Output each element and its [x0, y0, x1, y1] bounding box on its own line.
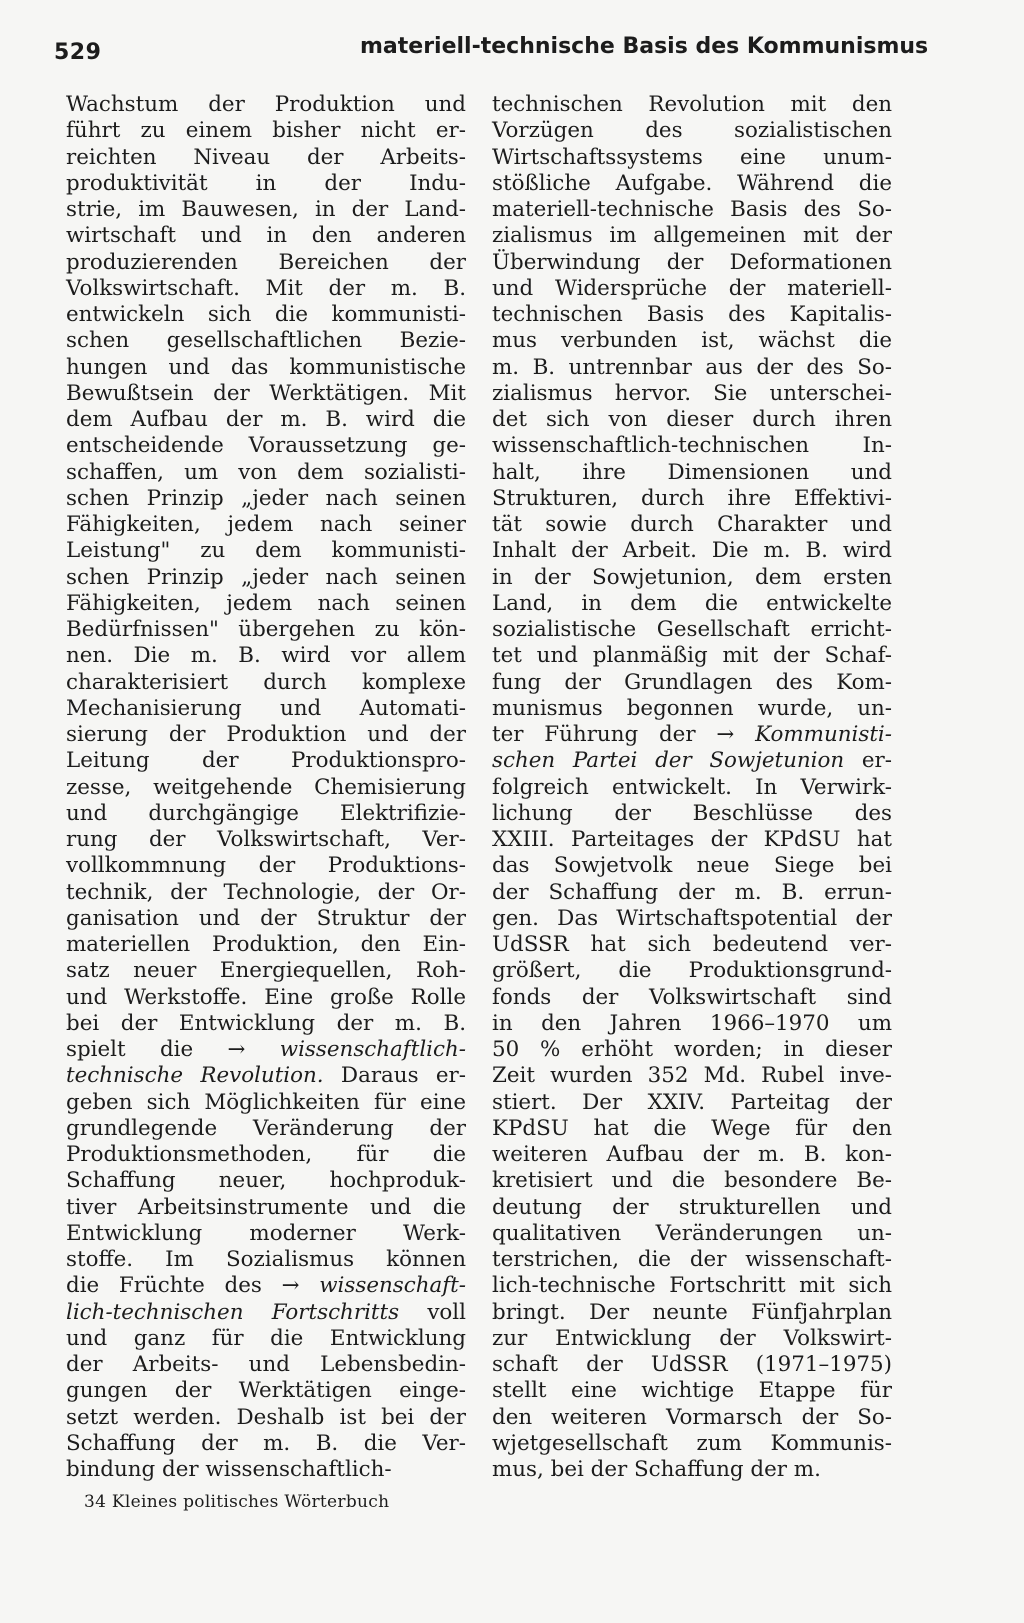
- text-line: und ganz für die Entwicklung: [66, 1325, 466, 1351]
- text-line: der Arbeits- und Lebensbedin-: [66, 1352, 466, 1377]
- text-line: die Früchte des → wissenschaft-: [66, 1273, 466, 1299]
- text-line: sierung der Produktion und der: [66, 722, 466, 747]
- text-line: XXIII. Parteitages der KPdSU hat: [492, 827, 892, 852]
- text-line: gungen der Werktätigen einge-: [66, 1378, 466, 1404]
- text-line: der Schaffung der m. B. errun-: [492, 879, 892, 905]
- text-line: terstrichen, die der wissenschaft-: [492, 1247, 892, 1272]
- text-line: stoffe. Im Sozialismus können: [66, 1247, 466, 1272]
- text-line: zur Entwicklung der Volkswirt-: [492, 1325, 892, 1351]
- text-line: bringt. Der neunte Fünfjahrplan: [492, 1299, 892, 1325]
- text-line: KPdSU hat die Wege für den: [492, 1115, 892, 1141]
- text-line: stiert. Der XXIV. Parteitag der: [492, 1089, 892, 1115]
- text-line: gen. Das Wirtschaftspotential der: [492, 905, 892, 931]
- text-line: satz neuer Energiequellen, Roh-: [66, 958, 466, 984]
- text-line: Wirtschaftssystems eine unum-: [492, 144, 892, 170]
- footer-signature: 34 Kleines politisches Wörterbuch: [84, 1492, 390, 1512]
- text-line: spielt die → wissenschaftlich-: [66, 1037, 466, 1062]
- text-line: Wachstum der Produktion und: [66, 92, 466, 117]
- text-line: grundlegende Veränderung der: [66, 1115, 466, 1141]
- text-line: produzierenden Bereichen der: [66, 249, 466, 275]
- text-line: wjetgesellschaft zum Kommunis-: [492, 1430, 892, 1456]
- text-line: schaft der UdSSR (1971–1975): [492, 1352, 892, 1377]
- text-line: Fähigkeiten, jedem nach seinen: [66, 590, 466, 616]
- text-line: Überwindung der Deformationen: [492, 249, 892, 275]
- text-line: fung der Grundlagen des Kom-: [492, 669, 892, 695]
- text-line: wissenschaftlich-technischen In-: [492, 433, 892, 459]
- text-line: kretisiert und die besondere Be-: [492, 1168, 892, 1194]
- text-line: dem Aufbau der m. B. wird die: [66, 407, 466, 432]
- text-line: den weiteren Vormarsch der So-: [492, 1404, 892, 1430]
- text-line: halt, ihre Dimensionen und: [492, 459, 892, 485]
- text-line: tät sowie durch Charakter und: [492, 512, 892, 537]
- text-line: schen Prinzip „jeder nach seinen: [66, 564, 466, 590]
- text-line: Strukturen, durch ihre Effektivi-: [492, 485, 892, 511]
- text-line: stößliche Aufgabe. Während die: [492, 170, 892, 196]
- text-line: produktivität in der Indu-: [66, 170, 466, 196]
- text-line: hungen und das kommunistische: [66, 354, 466, 380]
- text-line: Fähigkeiten, jedem nach seiner: [66, 512, 466, 537]
- text-line: vollkommnung der Produktions-: [66, 853, 466, 879]
- text-line: bei der Entwicklung der m. B.: [66, 1010, 466, 1036]
- text-line: m. B. untrennbar aus der des So-: [492, 354, 892, 380]
- text-line: tiver Arbeitsinstrumente und die: [66, 1194, 466, 1220]
- text-line: 50 % erhöht worden; in dieser: [492, 1037, 892, 1062]
- text-line: lich-technischen Fortschritts voll: [66, 1299, 466, 1325]
- text-column-right: [492, 92, 892, 1483]
- text-line: Inhalt der Arbeit. Die m. B. wird: [492, 538, 892, 564]
- text-line: mus verbunden ist, wächst die: [492, 328, 892, 354]
- text-line: folgreich entwickelt. In Verwirk-: [492, 774, 892, 800]
- text-line: charakterisiert durch komplexe: [66, 669, 466, 695]
- text-line: UdSSR hat sich bedeutend ver-: [492, 932, 892, 957]
- text-line: Land, in dem die entwickelte: [492, 590, 892, 616]
- text-line: mus, bei der Schaffung der m.: [492, 1457, 821, 1482]
- text-line: Schaffung neuer, hochproduk-: [66, 1168, 466, 1194]
- text-line: ganisation und der Struktur der: [66, 905, 466, 931]
- text-line: sozialistische Gesellschaft erricht-: [492, 617, 892, 642]
- text-line: det sich von dieser durch ihren: [492, 407, 892, 432]
- running-head: materiell-technische Basis des Kommunismus: [360, 34, 929, 59]
- text-line: lich-technische Fortschritt mit sich: [492, 1273, 892, 1299]
- text-line: und Widersprüche der materiell-: [492, 275, 892, 301]
- text-line: Entwicklung moderner Werk-: [66, 1220, 466, 1246]
- text-line: technik, der Technologie, der Or-: [66, 879, 466, 905]
- text-line: ter Führung der → Kommunisti-: [492, 722, 892, 747]
- text-line: weiteren Aufbau der m. B. kon-: [492, 1142, 892, 1167]
- text-line: Bewußtsein der Werktätigen. Mit: [66, 380, 466, 406]
- text-line: fonds der Volkswirtschaft sind: [492, 984, 892, 1010]
- text-line: Volkswirtschaft. Mit der m. B.: [66, 275, 466, 301]
- text-line: technische Revolution. Daraus er-: [66, 1063, 466, 1089]
- text-line: bindung der wissenschaftlich-: [66, 1457, 392, 1482]
- text-line: geben sich Möglichkeiten für eine: [66, 1089, 466, 1115]
- text-column-left: [66, 92, 466, 1483]
- text-line: schen Partei der Sowjetunion er-: [492, 748, 892, 774]
- text-line: munismus begonnen wurde, un-: [492, 695, 892, 721]
- text-line: stellt eine wichtige Etappe für: [492, 1378, 892, 1404]
- text-line: zialismus hervor. Sie unterschei-: [492, 380, 892, 406]
- text-line: rung der Volkswirtschaft, Ver-: [66, 827, 466, 852]
- page-number: 529: [54, 40, 102, 65]
- text-line: schen Prinzip „jeder nach seinen: [66, 485, 466, 511]
- text-line: tet und planmäßig mit der Schaf-: [492, 643, 892, 669]
- text-line: Vorzügen des sozialistischen: [492, 118, 892, 144]
- text-line: setzt werden. Deshalb ist bei der: [66, 1404, 466, 1430]
- text-line: materiell-technische Basis des So-: [492, 197, 892, 222]
- text-line: Leistung" zu dem kommunisti-: [66, 538, 466, 564]
- text-line: schen gesellschaftlichen Bezie-: [66, 328, 466, 354]
- text-line: technischen Revolution mit den: [492, 92, 892, 117]
- text-line: Leitung der Produktionspro-: [66, 748, 466, 774]
- text-line: strie, im Bauwesen, in der Land-: [66, 197, 466, 222]
- text-line: wirtschaft und in den anderen: [66, 223, 466, 249]
- text-line: qualitativen Veränderungen un-: [492, 1220, 892, 1246]
- text-line: und durchgängige Elektrifizie-: [66, 800, 466, 826]
- text-line: führt zu einem bisher nicht er-: [66, 118, 466, 144]
- text-line: Schaffung der m. B. die Ver-: [66, 1430, 466, 1456]
- text-line: schaffen, um von dem sozialisti-: [66, 459, 466, 485]
- text-line: zesse, weitgehende Chemisierung: [66, 774, 466, 800]
- text-line: lichung der Beschlüsse des: [492, 800, 892, 826]
- text-line: deutung der strukturellen und: [492, 1194, 892, 1220]
- text-line: in den Jahren 1966–1970 um: [492, 1010, 892, 1036]
- text-line: Produktionsmethoden, für die: [66, 1142, 466, 1167]
- text-line: Zeit wurden 352 Md. Rubel inve-: [492, 1063, 892, 1089]
- text-line: und Werkstoffe. Eine große Rolle: [66, 984, 466, 1010]
- text-line: größert, die Produktionsgrund-: [492, 958, 892, 984]
- text-line: das Sowjetvolk neue Siege bei: [492, 853, 892, 879]
- text-line: zialismus im allgemeinen mit der: [492, 223, 892, 249]
- text-line: entwickeln sich die kommunisti-: [66, 302, 466, 327]
- text-line: reichten Niveau der Arbeits-: [66, 144, 466, 170]
- text-line: Mechanisierung und Automati-: [66, 695, 466, 721]
- text-line: in der Sowjetunion, dem ersten: [492, 564, 892, 590]
- text-line: nen. Die m. B. wird vor allem: [66, 643, 466, 669]
- text-line: Bedürfnissen" übergehen zu kön-: [66, 617, 466, 642]
- text-line: materiellen Produktion, den Ein-: [66, 932, 466, 957]
- text-line: technischen Basis des Kapitalis-: [492, 302, 892, 327]
- text-line: entscheidende Voraussetzung ge-: [66, 433, 466, 459]
